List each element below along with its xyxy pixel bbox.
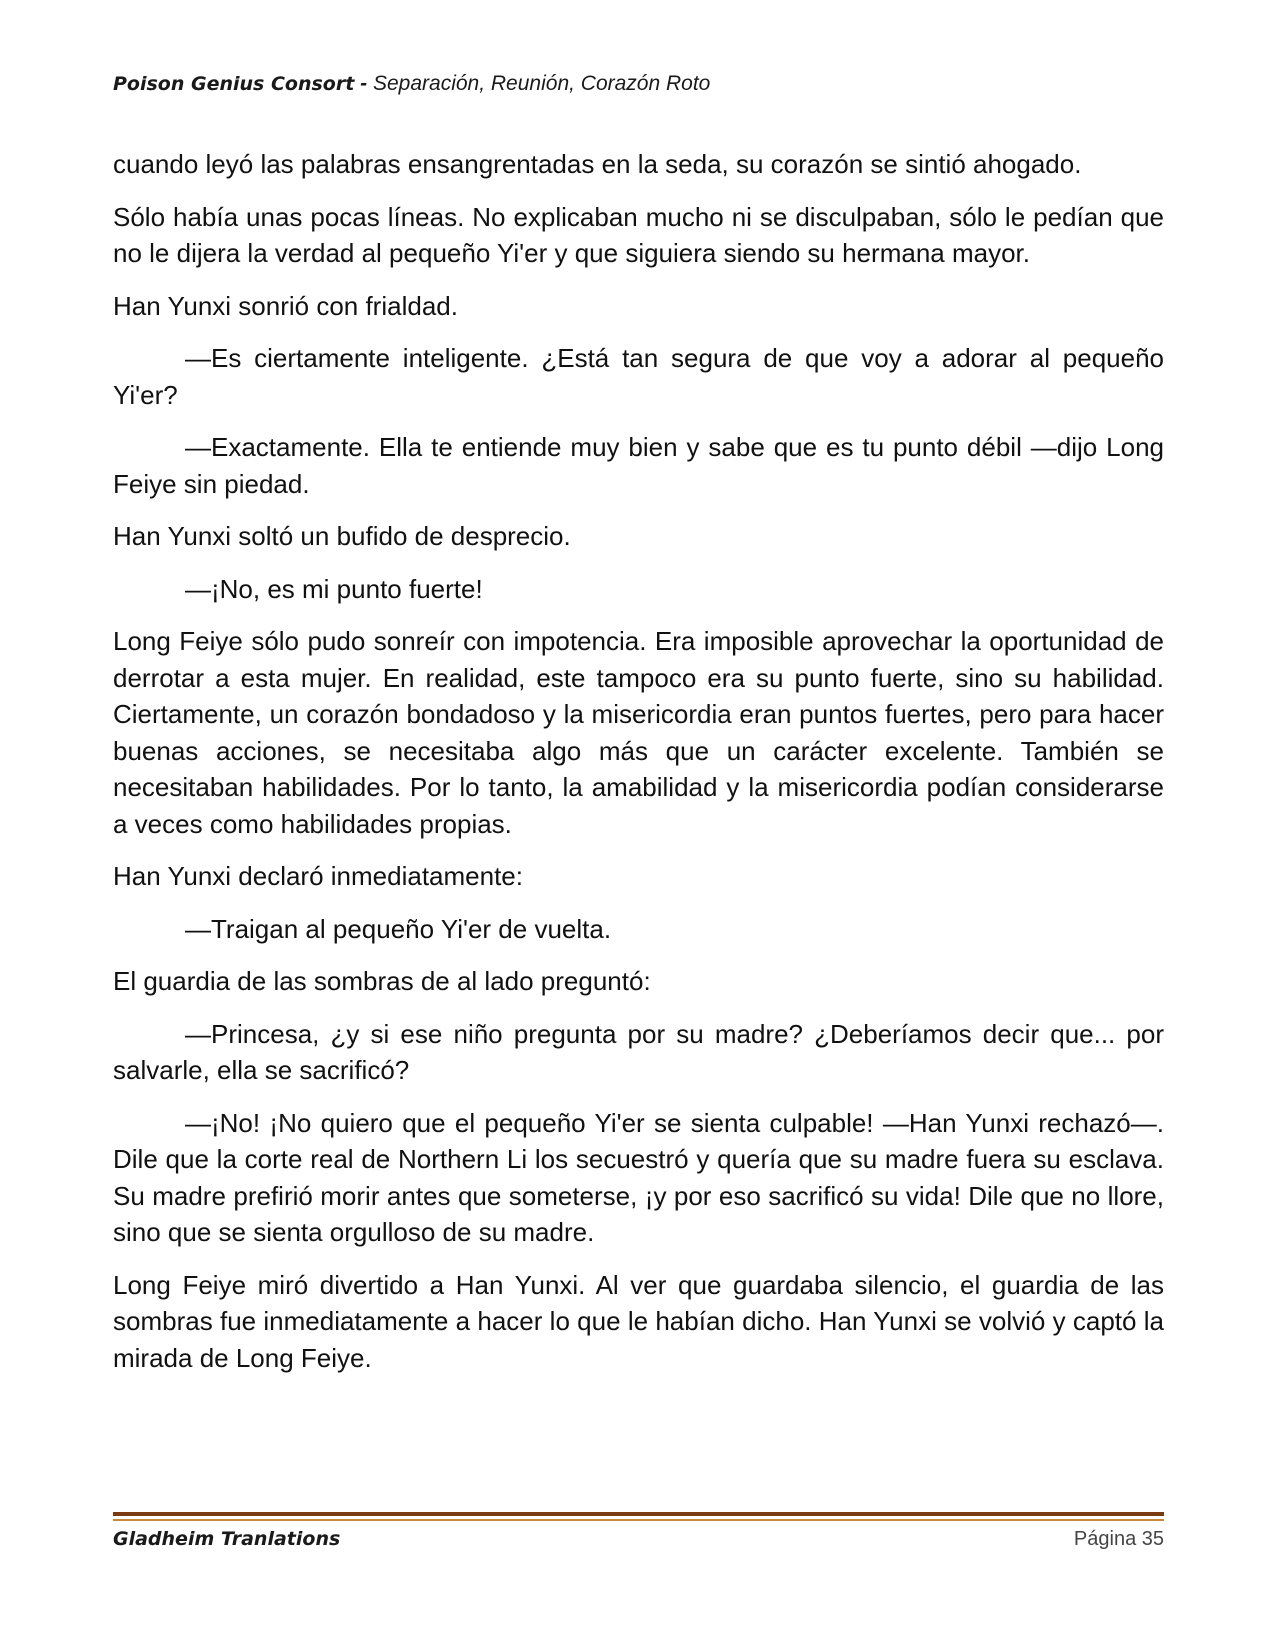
- paragraph: El guardia de las sombras de al lado preguntó:: [113, 966, 651, 996]
- paragraph: Han Yunxi declaró inmediatamente:: [113, 861, 523, 891]
- dialogue-paragraph: —Traigan al pequeño Yi'er de vuelta.: [185, 913, 612, 944]
- paragraph: Sólo había unas pocas líneas. No explicaban mucho ni se disculpaban, sólo le pedían que no le dijera la verdad al pequeño Yi'er y que siguiera siendo su hermana mayor.: [113, 201, 1164, 268]
- page-body: [113, 146, 1164, 1392]
- page-header: [113, 72, 710, 96]
- dialogue-paragraph: —Es ciertamente inteligente. ¿Está tan segura de que voy a adorar al pequeño Yi'er?: [113, 343, 1164, 410]
- publisher-name: Gladheim Tranlations: [113, 1528, 341, 1550]
- dialogue-paragraph: —¡No, es mi punto fuerte!: [185, 573, 483, 604]
- paragraph: cuando leyó las palabras ensangrentadas en la seda, su corazón se sintió ahogado.: [113, 149, 1082, 179]
- footer-rule-thin: [113, 1519, 1164, 1521]
- page-number: Página 35: [1073, 1528, 1164, 1550]
- footer-rule-thick: [113, 1512, 1164, 1516]
- dialogue-paragraph: —Exactamente. Ella te entiende muy bien y sabe que es tu punto débil —dijo Long Feiye sin piedad.: [113, 432, 1164, 499]
- series-title: Poison Genius Consort: [113, 73, 355, 95]
- dialogue-paragraph: —¡No! ¡No quiero que el pequeño Yi'er se sienta culpable! —Han Yunxi rechazó—. Dile que la corte real de Northern Li los secuestró y quería que su madre fuera su esclava. Su madre prefirió morir antes que someterse, ¡y por eso sacrificó su vida! Dile que no llore, sino que se sienta orgulloso de su madre.: [113, 1107, 1164, 1247]
- paragraph: Long Feiye miró divertido a Han Yunxi. Al ver que guardaba silencio, el guardia de las sombras fue inmediatamente a hacer lo que le habían dicho. Han Yunxi se volvió y captó la mirada de Long Feiye.: [113, 1269, 1164, 1373]
- paragraph: Han Yunxi sonrió con frialdad.: [113, 290, 458, 321]
- chapter-title: Separación, Reunión, Corazón Roto: [372, 72, 711, 95]
- dialogue-paragraph: —Princesa, ¿y si ese niño pregunta por su madre? ¿Deberíamos decir que... por salvarle, ella se sacrificó?: [113, 1018, 1164, 1085]
- paragraph: Long Feiye sólo pudo sonreír con impotencia. Era imposible aprovechar la oportunidad de derrotar a esta mujer. En realidad, este tampoco era su punto fuerte, sino su habilidad. Ciertamente, un corazón bondadoso y la misericordia eran puntos fuertes, pero para hacer buenas acciones, se necesitaba algo más que un carácter excelente. También se necesitaban habilidades. Por lo tanto, la amabilidad y la misericordia podían considerarse a veces como habilidades propias.: [113, 626, 1164, 839]
- header-separator: -: [354, 72, 373, 95]
- paragraph: Han Yunxi soltó un bufido de desprecio.: [113, 521, 571, 551]
